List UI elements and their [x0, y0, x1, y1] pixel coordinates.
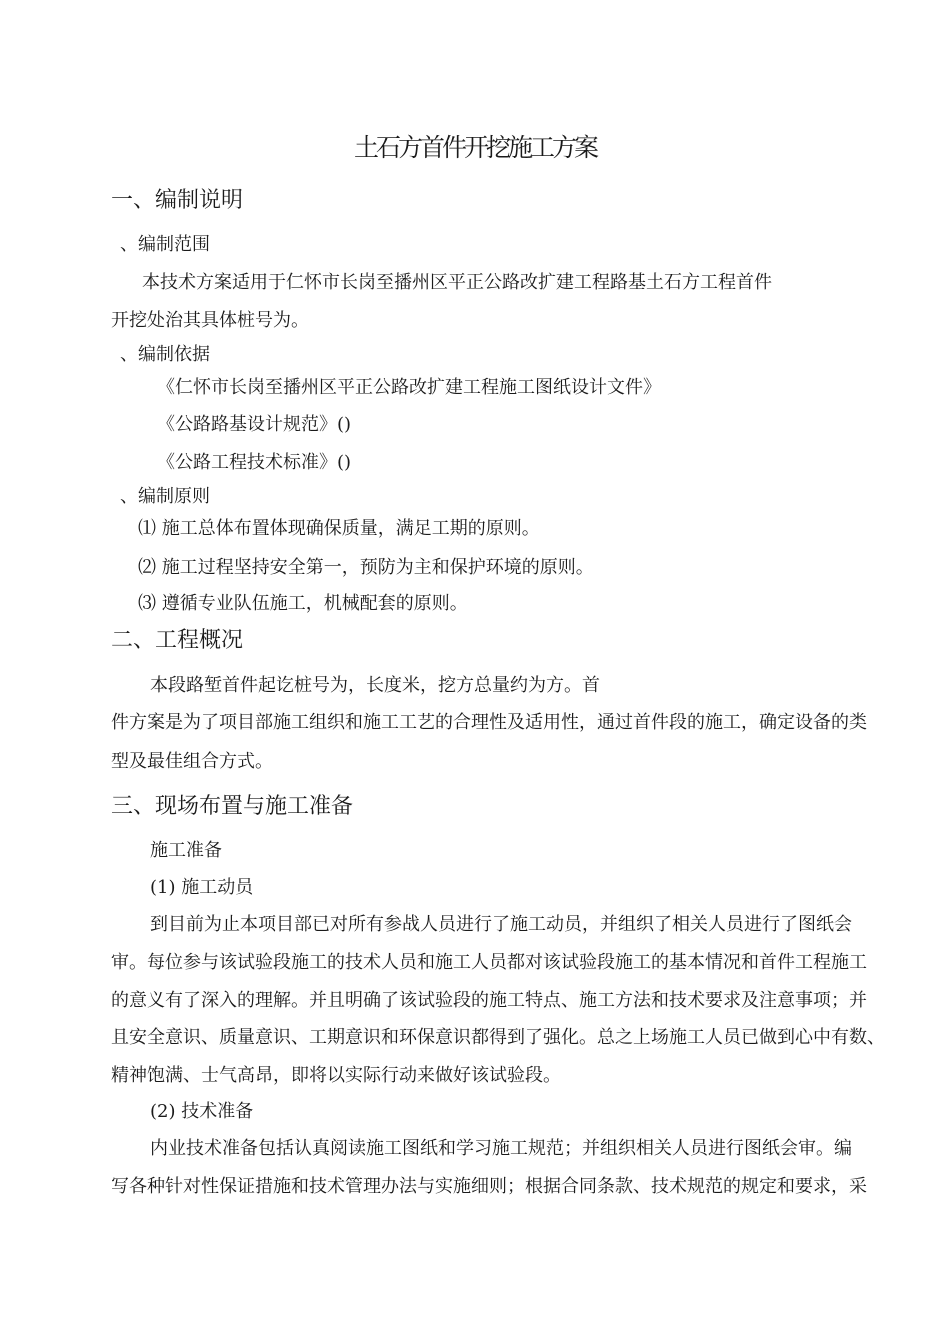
basis-item-3: 《公路工程技术标准》(): [157, 452, 352, 473]
mobilization-line-4: 且安全意识、质量意识、工期意识和环保意识都得到了强化。总之上场施工人员已做到心中有数、: [111, 1027, 885, 1048]
scope-label: 、编制范围: [120, 234, 210, 255]
principle-item-2: ⑵ 施工过程坚持安全第一，预防为主和保护环境的原则。: [138, 557, 594, 578]
section-2-heading: 二、工程概况: [111, 628, 244, 653]
principle-item-1: ⑴ 施工总体布置体现确保质量，满足工期的原则。: [138, 518, 540, 539]
scope-text-line-2: 开挖处治其具体桩号为。: [111, 310, 309, 331]
document-title: 土石方首件开挖施工方案: [353, 133, 596, 162]
principle-item-3: ⑶ 遵循专业队伍施工，机械配套的原则。: [138, 593, 468, 614]
overview-line-2: 件方案是为了项目部施工组织和施工工艺的合理性及适用性，通过首件段的施工，确定设备的类: [111, 712, 867, 733]
section-3-heading: 三、现场布置与施工准备: [111, 794, 354, 819]
mobilization-line-1: 到目前为止本项目部已对所有参战人员进行了施工动员，并组织了相关人员进行了图纸会: [150, 914, 852, 935]
overview-line-1: 本段路堑首件起讫桩号为，长度米，挖方总量约为方。首: [150, 675, 600, 696]
principles-label: 、编制原则: [120, 486, 210, 507]
basis-item-1: 《仁怀市长岗至播州区平正公路改扩建工程施工图纸设计文件》: [157, 377, 661, 398]
mobilization-line-3: 的意义有了深入的理解。并且明确了该试验段的施工特点、施工方法和技术要求及注意事项；并: [111, 990, 867, 1011]
technical-prep-label: (2) 技术准备: [150, 1101, 254, 1122]
mobilization-line-5: 精神饱满、士气高昂，即将以实际行动来做好该试验段。: [111, 1065, 561, 1086]
basis-label: 、编制依据: [120, 344, 210, 365]
overview-line-3: 型及最佳组合方式。: [111, 751, 273, 772]
mobilization-line-2: 审。每位参与该试验段施工的技术人员和施工人员都对该试验段施工的基本情况和首件工程施工: [111, 952, 867, 973]
mobilization-label: (1) 施工动员: [150, 877, 254, 898]
basis-item-2: 《公路路基设计规范》(): [157, 414, 352, 435]
technical-prep-line-1: 内业技术准备包括认真阅读施工图纸和学习施工规范；并组织相关人员进行图纸会审。编: [150, 1138, 852, 1159]
technical-prep-line-2: 写各种针对性保证措施和技术管理办法与实施细则；根据合同条款、技术规范的规定和要求，采: [111, 1176, 867, 1197]
section-1-heading: 一、编制说明: [111, 188, 244, 213]
preparation-subheading: 施工准备: [150, 840, 222, 861]
scope-text-line-1: 本技术方案适用于仁怀市长岗至播州区平正公路改扩建工程路基土石方工程首件: [142, 272, 772, 293]
